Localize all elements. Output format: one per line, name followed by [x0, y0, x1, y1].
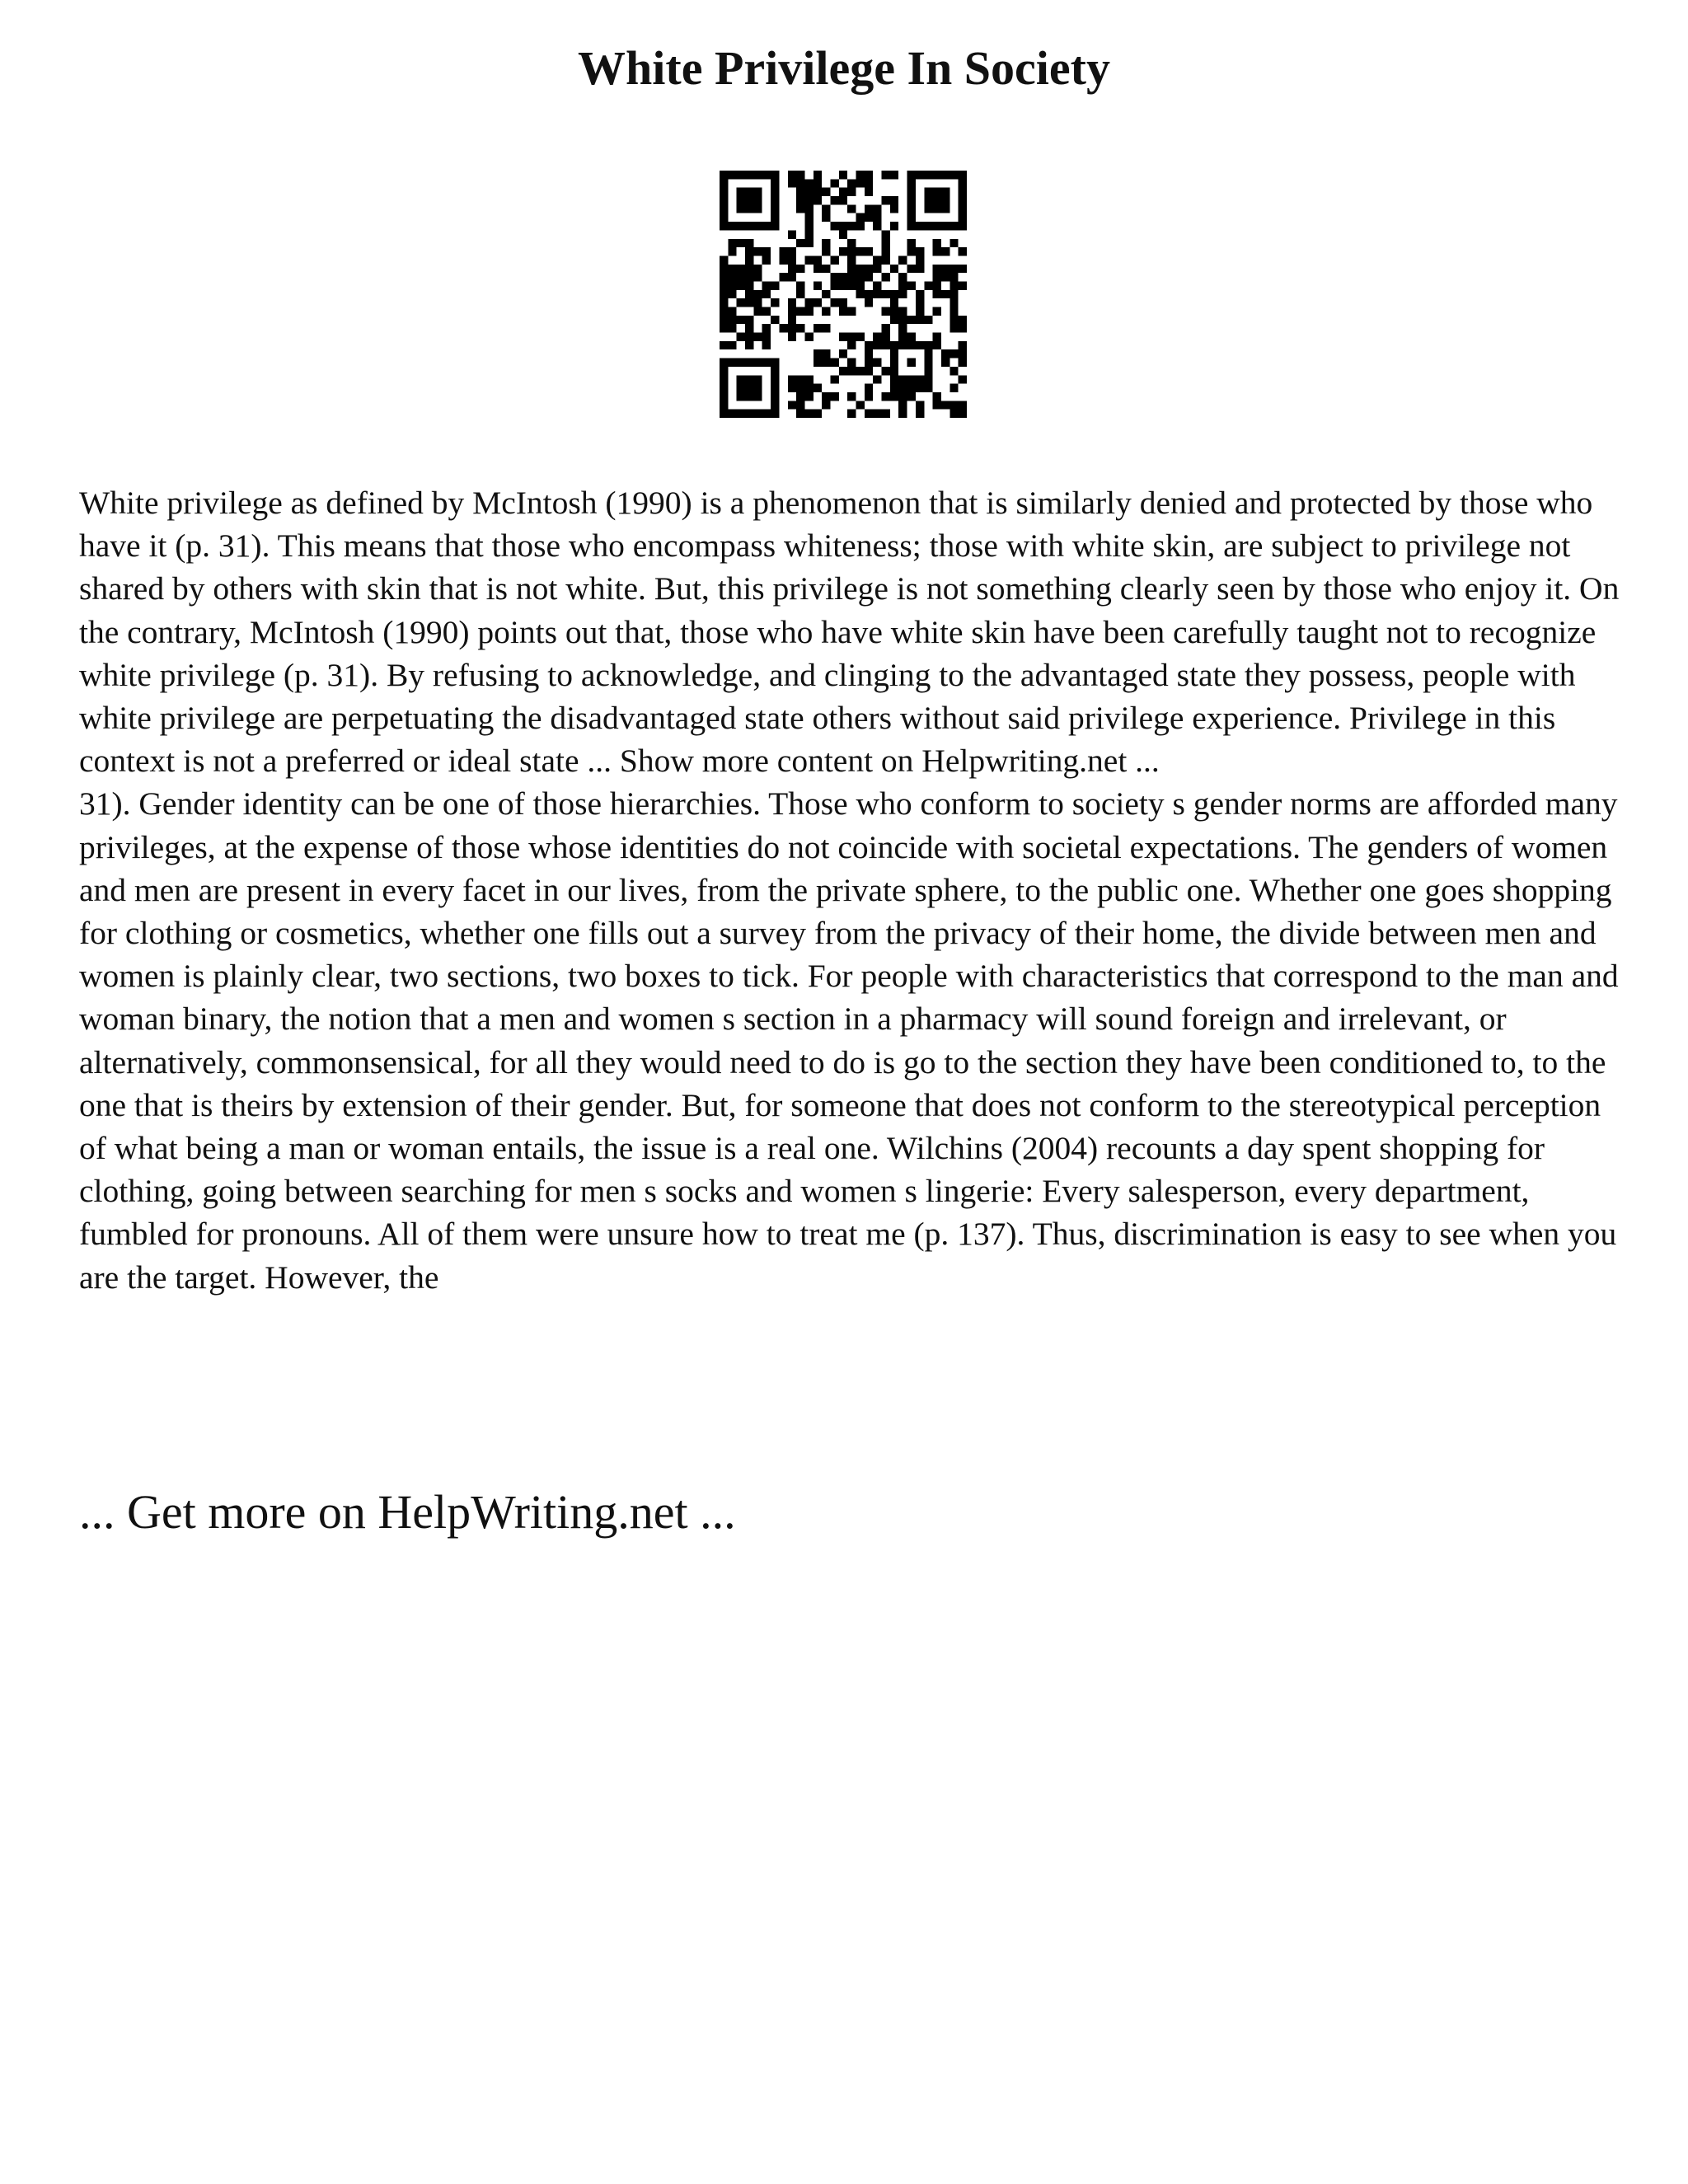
- get-more-link[interactable]: ... Get more on HelpWriting.net ...: [79, 1485, 736, 1539]
- document-body: [79, 481, 1620, 1299]
- qr-code-icon: [720, 171, 967, 418]
- page-title: White Privilege In Society: [578, 41, 1110, 95]
- paragraph-2: 31). Gender identity can be one of those hierarchies. Those who conform to society s gender norms are afforded many privileges, at the expense of those whose identities do not coincide with societal expectations. The genders of women and men are present in every facet in our lives, from the private sphere, to the public one. Whether one goes shopping for clothing or cosmetics, whether one fills out a survey from the privacy of their home, the divide between men and women is plainly clear, two sections, two boxes to tick. For people with characteristics that correspond to the man and woman binary, the notion that a men and women s section in a pharmacy will sound foreign and irrelevant, or alternatively, commonsensical, for all they would need to do is go to the section they have been conditioned to, to the one that is theirs by extension of their gender. But, for someone that does not conform to the stereotypical perception of what being a man or woman entails, the issue is a real one. Wilchins (2004) recounts a day spent shopping for clothing, going between searching for men s socks and women s lingerie: Every salesperson, every department, fumbled for pronouns. All of them were unsure how to treat me (p. 137). Thus, discrimination is easy to see when you are the target. However, the: [79, 785, 1619, 1296]
- paragraph-1: White privilege as defined by McIntosh (1990) is a phenomenon that is similarly denied and protected by those who have it (p. 31). This means that those who encompass whiteness; those with white skin, are subject to privilege not shared by others with skin that is not white. But, this privilege is not something clearly seen by those who enjoy it. On the contrary, McIntosh (1990) points out that, those who have white skin have been carefully taught not to recognize white privilege (p. 31). By refusing to acknowledge, and clinging to the advantaged state they possess, people with white privilege are perpetuating the disadvantaged state others without said privilege experience. Privilege in this context is not a preferred or ideal state ... Show more content on Helpwriting.net ...: [79, 485, 1620, 780]
- qr-code: [720, 171, 967, 418]
